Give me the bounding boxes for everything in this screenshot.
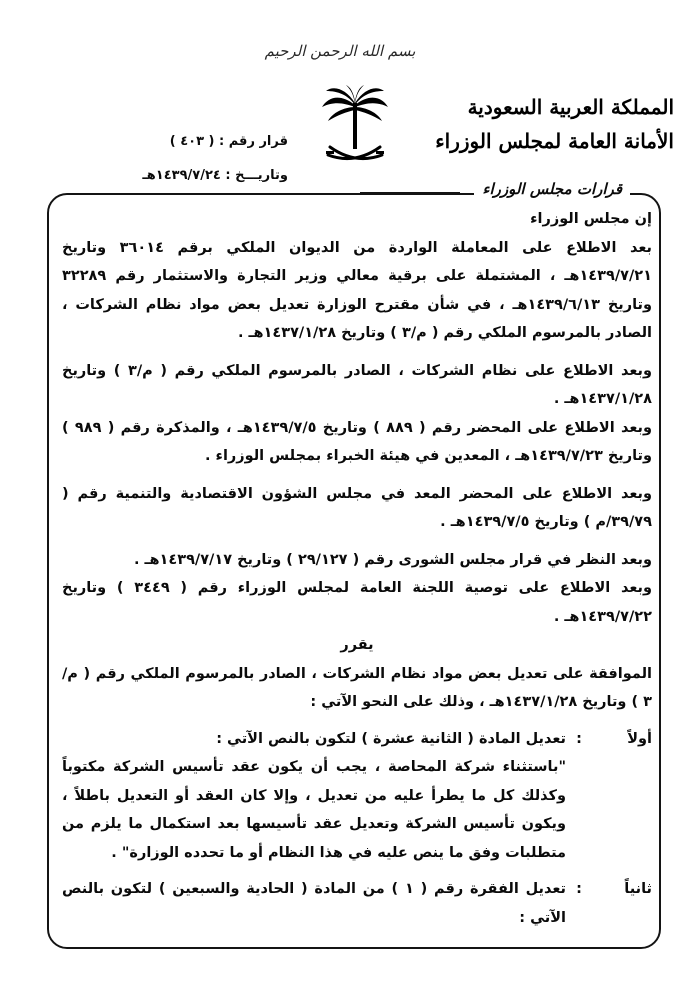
paragraph-4: وبعد الاطلاع على المحضر المعد في مجلس الشؤون الاقتصادية والتنمية رقم ( ٣٩/٧٩/م ) وتاريخ ١٤٣٩/٧/٥هـ . xyxy=(62,485,652,530)
secretariat-name: الأمانة العامة لمجلس الوزراء xyxy=(435,129,674,153)
kingdom-name: المملكة العربية السعودية xyxy=(467,95,674,119)
issuer-header xyxy=(434,90,674,158)
item-second-heading: تعديل الفقرة رقم ( ١ ) من المادة ( الحادية والسبعين ) لتكون بالنص الآتي : xyxy=(62,881,566,926)
resolves-heading: يقرر xyxy=(340,637,374,653)
paragraph-5: وبعد النظر في قرار مجلس الشورى رقم ( ٢٩/١٢٧ ) وتاريخ ١٤٣٩/٧/١٧هـ . xyxy=(133,551,652,568)
paragraph-3: وبعد الاطلاع على المحضر رقم ( ٨٨٩ ) وتاريخ ١٤٣٩/٧/٥هـ ، والمذكرة رقم ( ٩٨٩ ) وتاريخ ١٤٣٩/٧/٢٣هـ ، المعدين في هيئة الخبراء بمجلس الوزراء . xyxy=(62,419,652,464)
item-first-text: "باستثناء شركة المحاصة ، يجب أن يكون عقد تأسيس الشركة مكتوباً وكذلك كل ما يطرأ عليه من تعديل ، وإلا كان العقد أو التعديل باطلاً ، ويكون تأسيس الشركة وتعديل عقد تأسيسها بعد استكمال ما يلزم من متطلبات وفق ما ينص عليه في هذا النظام أو ما تحدده الوزارة" . xyxy=(62,759,566,861)
item-second-label: ثانياً xyxy=(624,881,652,897)
item-first-label: أولاً xyxy=(627,730,652,747)
item-first-separator: : xyxy=(576,730,582,747)
item-first-heading: تعديل المادة ( الثانية عشرة ) لتكون بالنص الآتي : xyxy=(216,730,566,747)
paragraph-6: وبعد الاطلاع على توصية اللجنة العامة لمجلس الوزراء رقم ( ٣٤٤٩ ) وتاريخ ١٤٣٩/٧/٢٢هـ . xyxy=(62,580,652,625)
decision-date: وتاريـــخ : ١٤٣٩/٧/٢٤هـ xyxy=(142,168,288,183)
paragraph-2: وبعد الاطلاع على نظام الشركات ، الصادر بالمرسوم الملكي رقم ( م/٣ ) وتاريخ ١٤٣٧/١/٢٨هـ . xyxy=(62,362,652,407)
decision-number: قرار رقم : ( ٤٠٣ ) xyxy=(169,134,288,149)
item-second xyxy=(62,875,652,932)
basmala: بسم الله الرحمن الرحيم xyxy=(264,42,416,60)
intro-line: إن مجلس الوزراء xyxy=(530,211,652,227)
decision-info xyxy=(118,125,288,193)
palm-and-swords-emblem-icon xyxy=(320,85,390,175)
item-first xyxy=(62,725,652,754)
item-second-separator: : xyxy=(576,881,582,897)
section-caption: قرارات مجلس الوزراء xyxy=(474,180,630,198)
paragraph-7: الموافقة على تعديل بعض مواد نظام الشركات ، الصادر بالمرسوم الملكي رقم ( م/٣ ) وتاريخ ١٤٣٧/١/٢٨هـ ، وذلك على النحو الآتي : xyxy=(62,665,652,710)
decision-body xyxy=(62,205,652,932)
caption-rule xyxy=(360,192,460,194)
paragraph-1: بعد الاطلاع على المعاملة الواردة من الديوان الملكي برقم ٣٦٠١٤ وتاريخ ١٤٣٩/٧/٢١هـ ، المشتملة على برقية معالي وزير التجارة والاستثمار رقم ٣٢٢٨٩ وتاريخ ١٤٣٩/٦/١٣هـ ، في شأن مقترح الوزارة تعديل بعض مواد نظام الشركات ، الصادر بالمرسوم الملكي رقم ( م/٣ ) وتاريخ ١٤٣٧/١/٢٨هـ . xyxy=(62,239,652,341)
